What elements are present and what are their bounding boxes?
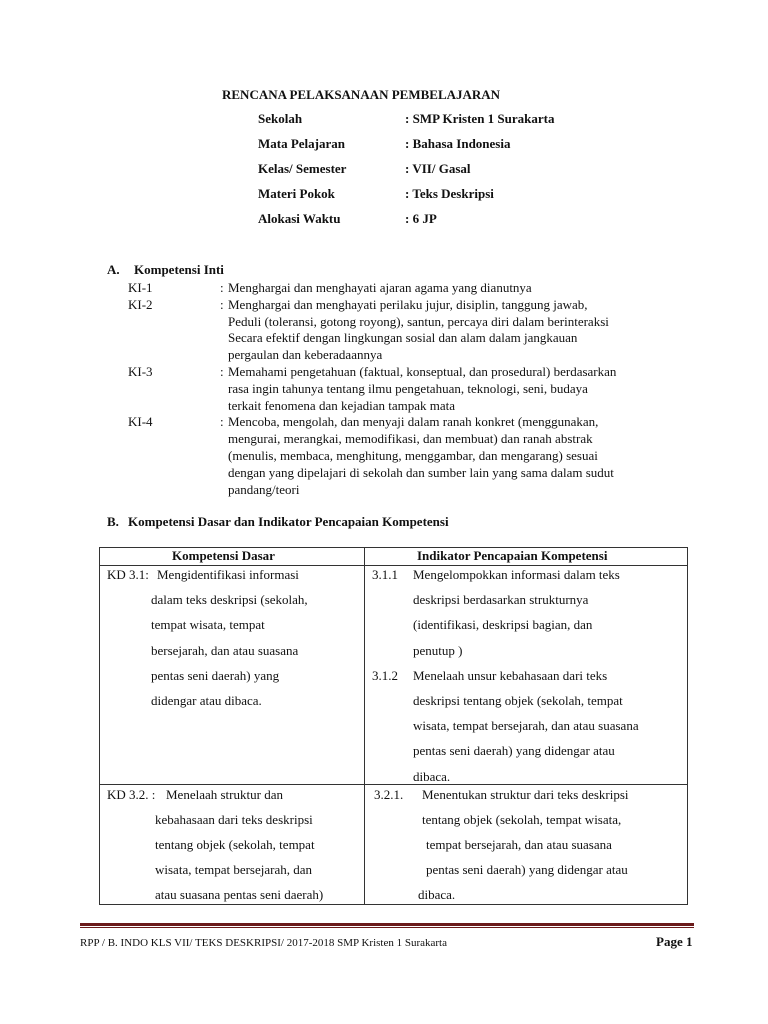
table-column-divider <box>364 547 365 905</box>
info-label: Kelas/ Semester <box>258 161 347 176</box>
page-number: Page 1 <box>656 934 693 949</box>
kd-text: pentas seni daerah) yang <box>151 667 280 683</box>
ki-colon: : <box>220 280 224 295</box>
ki-label: KI-4 <box>128 414 153 430</box>
indicator-text: (identifikasi, deskripsi bagian, dan <box>413 617 593 633</box>
info-value: : Bahasa Indonesia <box>405 136 511 151</box>
kd-text: Menelaah struktur dan <box>166 787 283 802</box>
indicator-text: penutup ) <box>413 642 463 658</box>
indicator-text: Mengelompokkan informasi dalam teks <box>413 567 620 582</box>
ki-colon: : <box>220 364 224 379</box>
kd-text: kebahasaan dari teks deskripsi <box>155 812 313 827</box>
section-a-title: Kompetensi Inti <box>134 262 224 277</box>
indicator-text: Menentukan struktur dari teks deskripsi <box>422 787 629 802</box>
info-label: Sekolah <box>258 111 303 126</box>
indicator-text: pentas seni daerah) yang didengar atau <box>426 862 628 877</box>
info-value: : SMP Kristen 1 Surakarta <box>405 111 555 126</box>
table-header-indicator: Indikator Pencapaian Kompetensi <box>417 548 608 563</box>
table-header-kd: Kompetensi Dasar <box>172 548 275 563</box>
footer-text: RPP / B. INDO KLS VII/ TEKS DESKRIPSI/ 2017-2018 SMP Kristen 1 Surakarta <box>80 937 447 949</box>
kd-text: Mengidentifikasi informasi <box>157 567 299 582</box>
indicator-text: deskripsi tentang objek (sekolah, tempat <box>413 693 623 708</box>
ki-text: terkait fenomena dan kejadian tampak mata <box>228 397 456 413</box>
indicator-number: 3.1.1 <box>372 567 398 582</box>
footer-rule-thin <box>80 927 694 928</box>
document-title: RENCANA PELAKSANAAN PEMBELAJARAN <box>222 87 501 102</box>
indicator-text: dibaca. <box>413 768 451 784</box>
info-value: : VII/ Gasal <box>405 161 471 176</box>
ki-text: mengurai, merangkai, memodifikasi, dan membuat) dan ranah abstrak <box>228 431 593 447</box>
indicator-text: wisata, tempat bersejarah, dan atau suasana <box>413 718 639 734</box>
indicator-text: Menelaah unsur kebahasaan dari teks <box>413 667 608 683</box>
ki-text: Peduli (toleransi, gotong royong), santun, percaya diri dalam berinteraksi <box>228 313 609 329</box>
kd-label: KD 3.1: <box>107 567 149 582</box>
ki-label: KI-3 <box>128 364 153 379</box>
ki-text: pandang/teori <box>228 481 300 497</box>
kd-text: dalam teks deskripsi (sekolah, <box>151 592 308 608</box>
ki-text: Memahami pengetahuan (faktual, konseptual, dan prosedural) berdasarkan <box>228 364 617 379</box>
kd-text: didengar atau dibaca. <box>151 693 262 708</box>
footer-rule <box>80 923 694 926</box>
ki-text: Secara efektif dengan lingkungan sosial dan alam dalam jangkauan <box>228 330 578 346</box>
section-a-letter: A. <box>107 262 120 277</box>
kd-text: bersejarah, dan atau suasana <box>151 642 299 658</box>
ki-text: rasa ingin tahunya tentang ilmu pengetahuan, teknologi, seni, budaya <box>228 380 588 396</box>
ki-text: pergaulan dan keberadaannya <box>228 347 383 363</box>
indicator-text: tempat bersejarah, dan atau suasana <box>426 837 612 852</box>
info-label: Alokasi Waktu <box>258 211 341 226</box>
ki-label: KI-1 <box>128 280 153 295</box>
indicator-text: pentas seni daerah) yang didengar atau <box>413 743 615 759</box>
kd-text: atau suasana pentas seni daerah) <box>155 887 324 902</box>
indicator-number: 3.2.1. <box>374 787 404 802</box>
ki-text: (menulis, membaca, menghitung, menggambar, dan mengarang) sesuai <box>228 448 598 463</box>
kd-text: wisata, tempat bersejarah, dan <box>155 862 313 877</box>
indicator-text: deskripsi berdasarkan strukturnya <box>413 592 589 608</box>
indicator-text: tentang objek (sekolah, tempat wisata, <box>422 812 622 827</box>
ki-text: Menghargai dan menghayati ajaran agama yang dianutnya <box>228 280 532 295</box>
ki-colon: : <box>220 414 224 430</box>
ki-text: Mencoba, mengolah, dan menyaji dalam ranah konkret (menggunakan, <box>228 414 599 430</box>
kd-text: tentang objek (sekolah, tempat <box>155 837 315 852</box>
section-b-title: Kompetensi Dasar dan Indikator Pencapaian Kompetensi <box>128 514 449 529</box>
ki-label: KI-2 <box>128 296 153 312</box>
table-header-divider <box>99 565 688 566</box>
ki-colon: : <box>220 296 224 312</box>
ki-text: dengan yang dipelajari di sekolah dan sumber lain yang sama dalam sudut <box>228 464 614 480</box>
info-value: : 6 JP <box>405 211 437 226</box>
info-label: Materi Pokok <box>258 186 335 201</box>
kd-label: KD 3.2. : <box>107 787 156 802</box>
info-value: : Teks Deskripsi <box>405 186 494 201</box>
ki-text: Menghargai dan menghayati perilaku jujur, disiplin, tanggung jawab, <box>228 296 588 312</box>
kd-text: tempat wisata, tempat <box>151 617 265 633</box>
indicator-number: 3.1.2 <box>372 667 398 683</box>
indicator-text: dibaca. <box>418 887 456 902</box>
section-b-letter: B. <box>107 514 119 529</box>
info-label: Mata Pelajaran <box>258 136 346 151</box>
table-row-divider <box>99 784 688 785</box>
